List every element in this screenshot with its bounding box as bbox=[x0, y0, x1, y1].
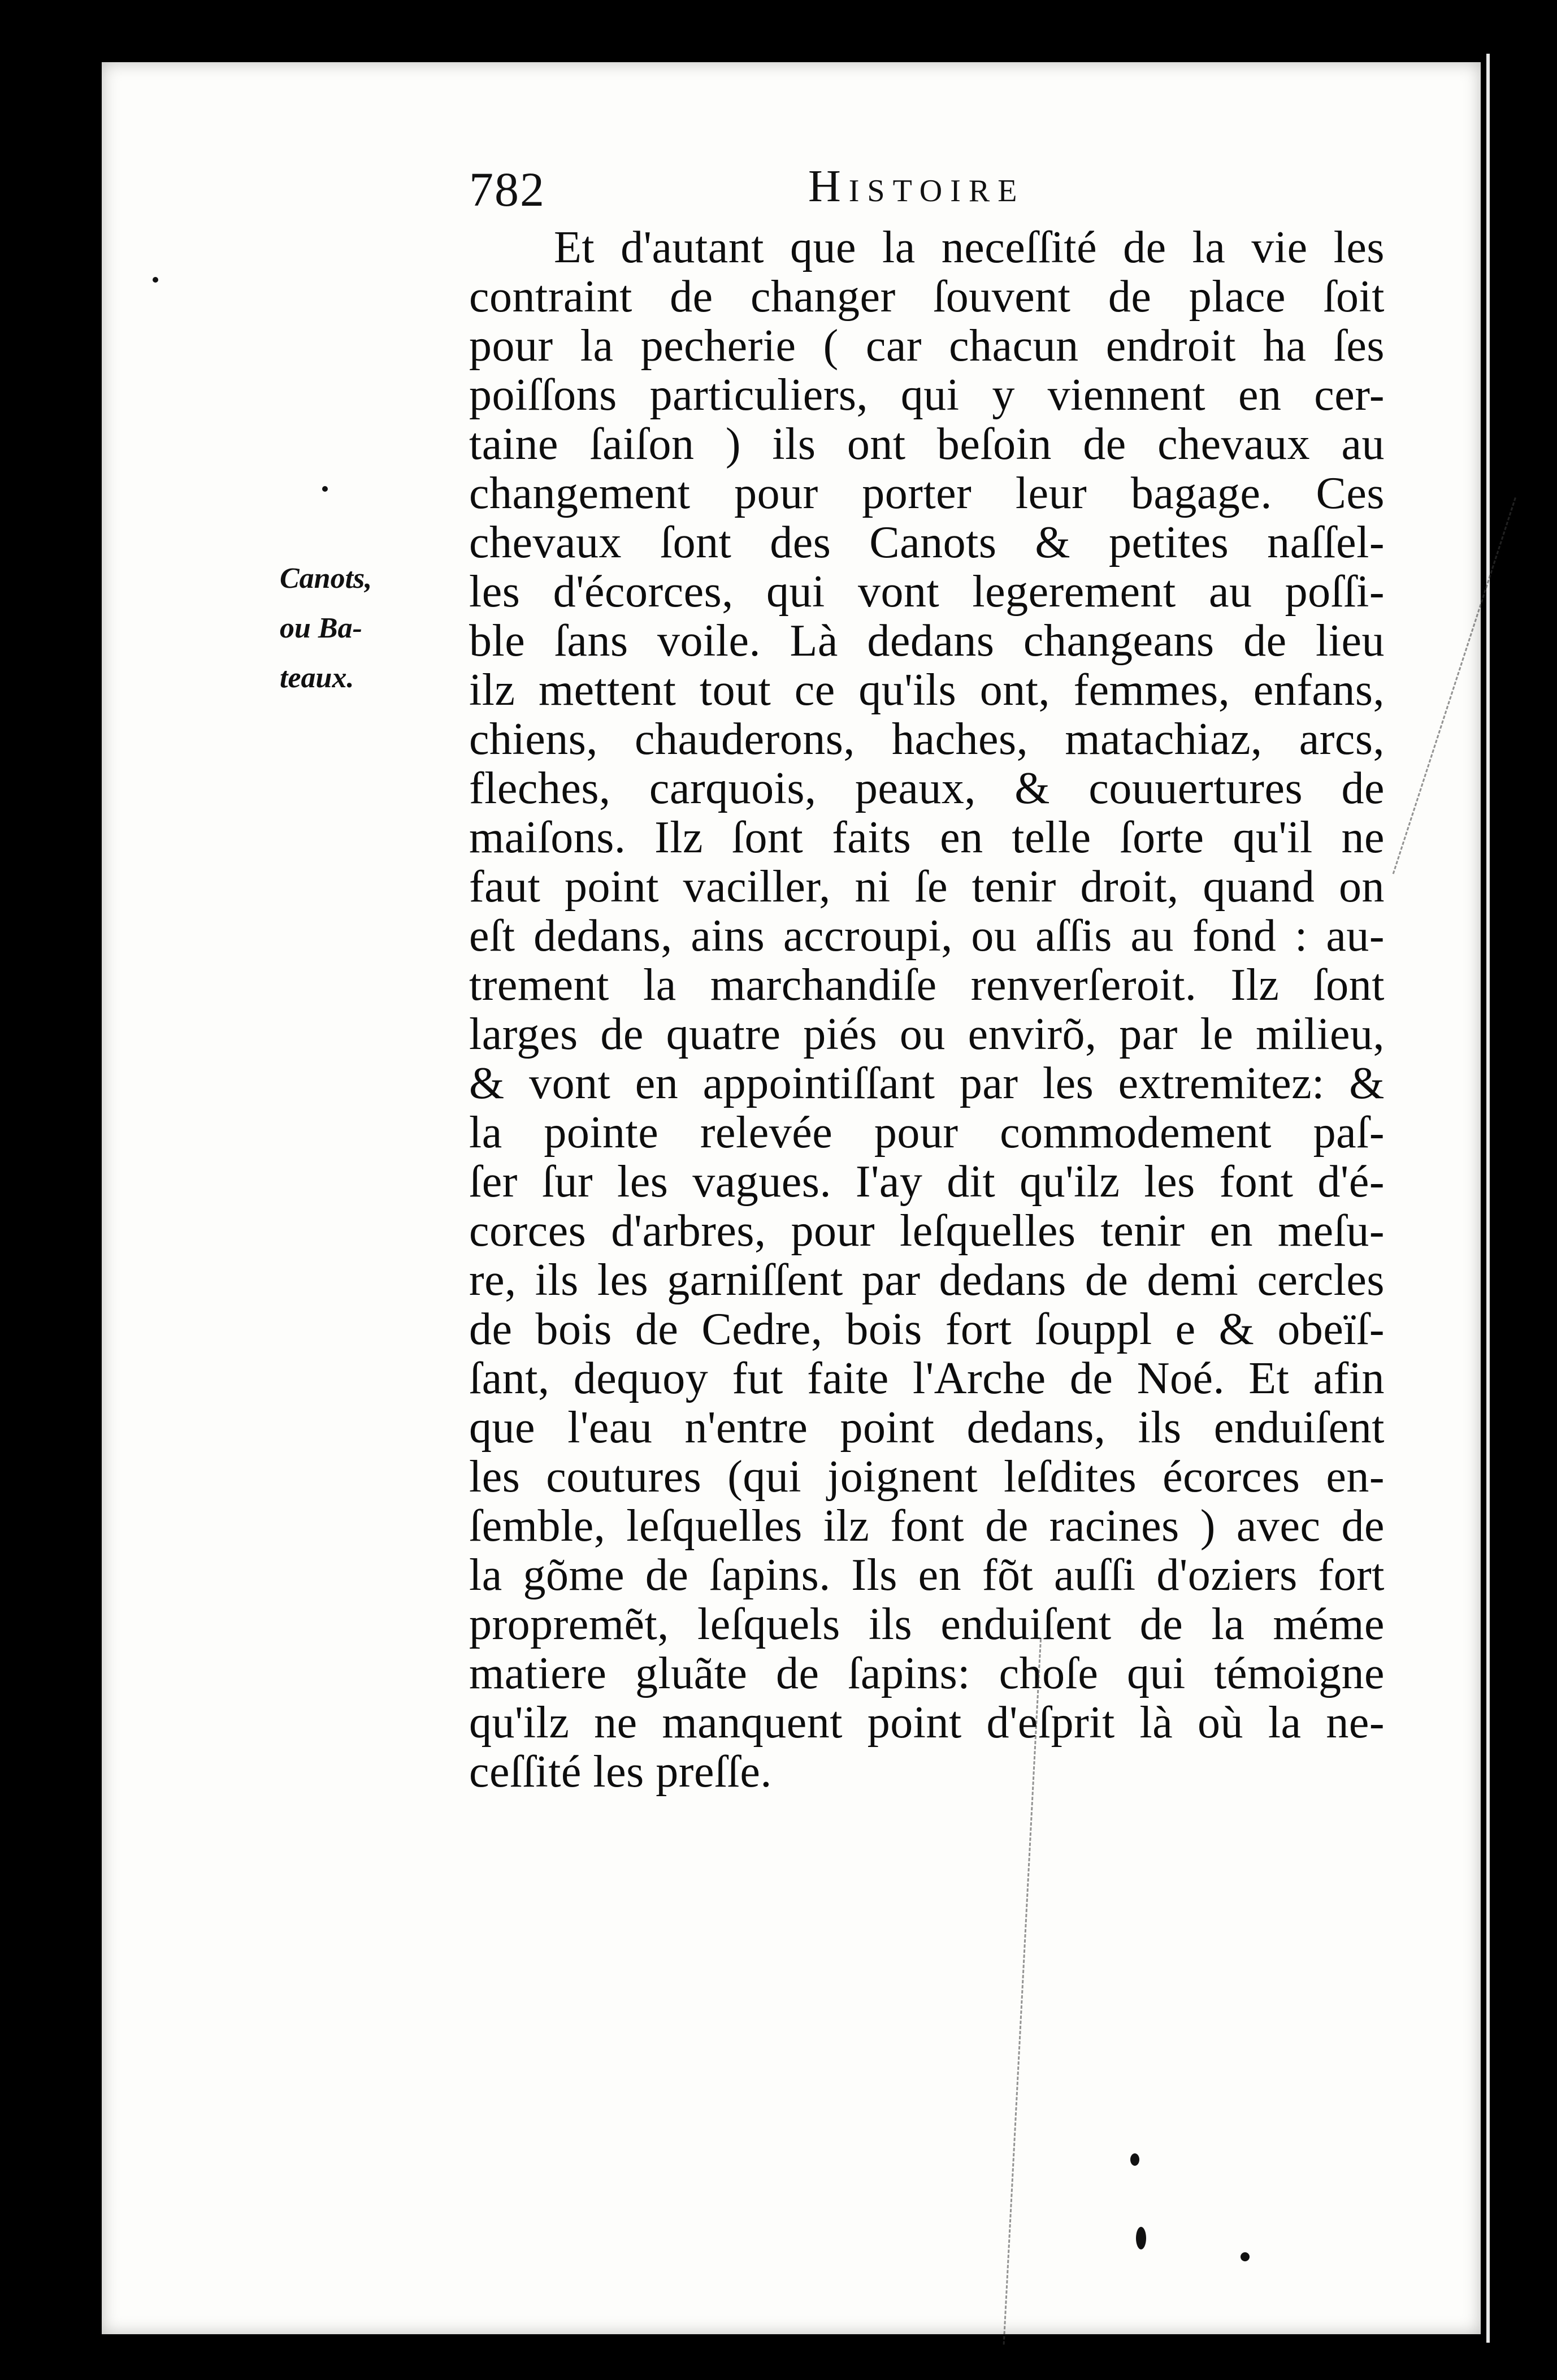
marginal-note-line: Canots, bbox=[280, 562, 372, 595]
text-line: matiere gluãte de ſapins: choſe qui témoigne bbox=[469, 1649, 1385, 1698]
marginal-note-line: teaux. bbox=[280, 662, 354, 694]
page-edge bbox=[1486, 54, 1490, 2343]
ink-speck bbox=[1241, 2252, 1250, 2261]
text-line: que l'eau n'entre point dedans, ils enduiſent bbox=[469, 1403, 1385, 1453]
page-number: 782 bbox=[469, 162, 545, 216]
marginal-note bbox=[280, 554, 449, 703]
text-line: ſer ſur les vagues. I'ay dit qu'ilz les font d'é- bbox=[469, 1157, 1385, 1207]
text-line: ilz mettent tout ce qu'ils ont, femmes, enfans, bbox=[469, 665, 1385, 715]
text-line: ſemble, leſquelles ilz font de racines ) avec de bbox=[469, 1501, 1385, 1551]
text-line: fleches, carquois, peaux, & couuertures de bbox=[469, 764, 1385, 813]
text-line: ble ſans voile. Là dedans changeans de lieu bbox=[469, 616, 1385, 666]
text-line: corces d'arbres, pour leſquelles tenir en meſu- bbox=[469, 1206, 1385, 1256]
text-line: re, ils les garniſſent par dedans de demi cercles bbox=[469, 1255, 1385, 1305]
text-line: les d'écorces, qui vont legerement au poſſi- bbox=[469, 567, 1385, 617]
text-line: ceſſité les preſſe. bbox=[469, 1747, 772, 1797]
ink-speck bbox=[1136, 2227, 1146, 2249]
text-line: la gõme de ſapins. Ils en fõt auſſi d'oziers fort bbox=[469, 1550, 1385, 1600]
text-line: chevaux ſont des Canots & petites naſſel- bbox=[469, 518, 1385, 567]
text-line: larges de quatre piés ou envirõ, par le milieu, bbox=[469, 1009, 1385, 1059]
text-line: maiſons. Ilz ſont faits en telle ſorte qu'il ne bbox=[469, 813, 1385, 862]
text-line: faut point vaciller, ni ſe tenir droit, quand on bbox=[469, 862, 1385, 912]
text-line: de bois de Cedre, bois fort ſouppl e & obeïſ- bbox=[469, 1304, 1385, 1354]
ink-speck bbox=[322, 486, 328, 492]
running-head bbox=[469, 161, 1396, 223]
text-line: & vont en appointiſſant par les extremitez: & bbox=[469, 1059, 1385, 1108]
body-text bbox=[469, 223, 1385, 1797]
text-line: qu'ilz ne manquent point d'eſprit là où la ne- bbox=[469, 1698, 1385, 1748]
marginal-note-line: ou Ba- bbox=[280, 612, 362, 644]
text-line: poiſſons particuliers, qui y viennent en cer- bbox=[469, 370, 1385, 420]
text-line: Et d'autant que la neceſſité de la vie les bbox=[554, 223, 1385, 272]
text-line: eſt dedans, ains accroupi, ou aſſis au fond : au- bbox=[469, 911, 1385, 961]
text-line: pour la pecherie ( car chacun endroit ha ſes bbox=[469, 321, 1385, 371]
text-line: ſant, dequoy fut faite l'Arche de Noé. Et afin bbox=[469, 1354, 1385, 1403]
text-line: contraint de changer ſouvent de place ſoit bbox=[469, 272, 1385, 322]
ink-speck bbox=[153, 277, 158, 283]
running-title: Histoire bbox=[808, 162, 1025, 211]
text-line: les coutures (qui joignent leſdites écorces en- bbox=[469, 1452, 1385, 1502]
text-line: chiens, chauderons, haches, matachiaz, arcs, bbox=[469, 714, 1385, 764]
text-line: trement la marchandiſe renverſeroit. Ilz ſont bbox=[469, 960, 1385, 1010]
text-line: taine ſaiſon ) ils ont beſoin de chevaux au bbox=[469, 419, 1385, 469]
text-line: la pointe relevée pour commodement paſ- bbox=[469, 1108, 1385, 1158]
text-line: changement pour porter leur bagage. Ces bbox=[469, 469, 1385, 518]
ink-speck bbox=[1130, 2153, 1139, 2166]
text-line: propremẽt, leſquels ils enduiſent de la méme bbox=[469, 1599, 1385, 1649]
